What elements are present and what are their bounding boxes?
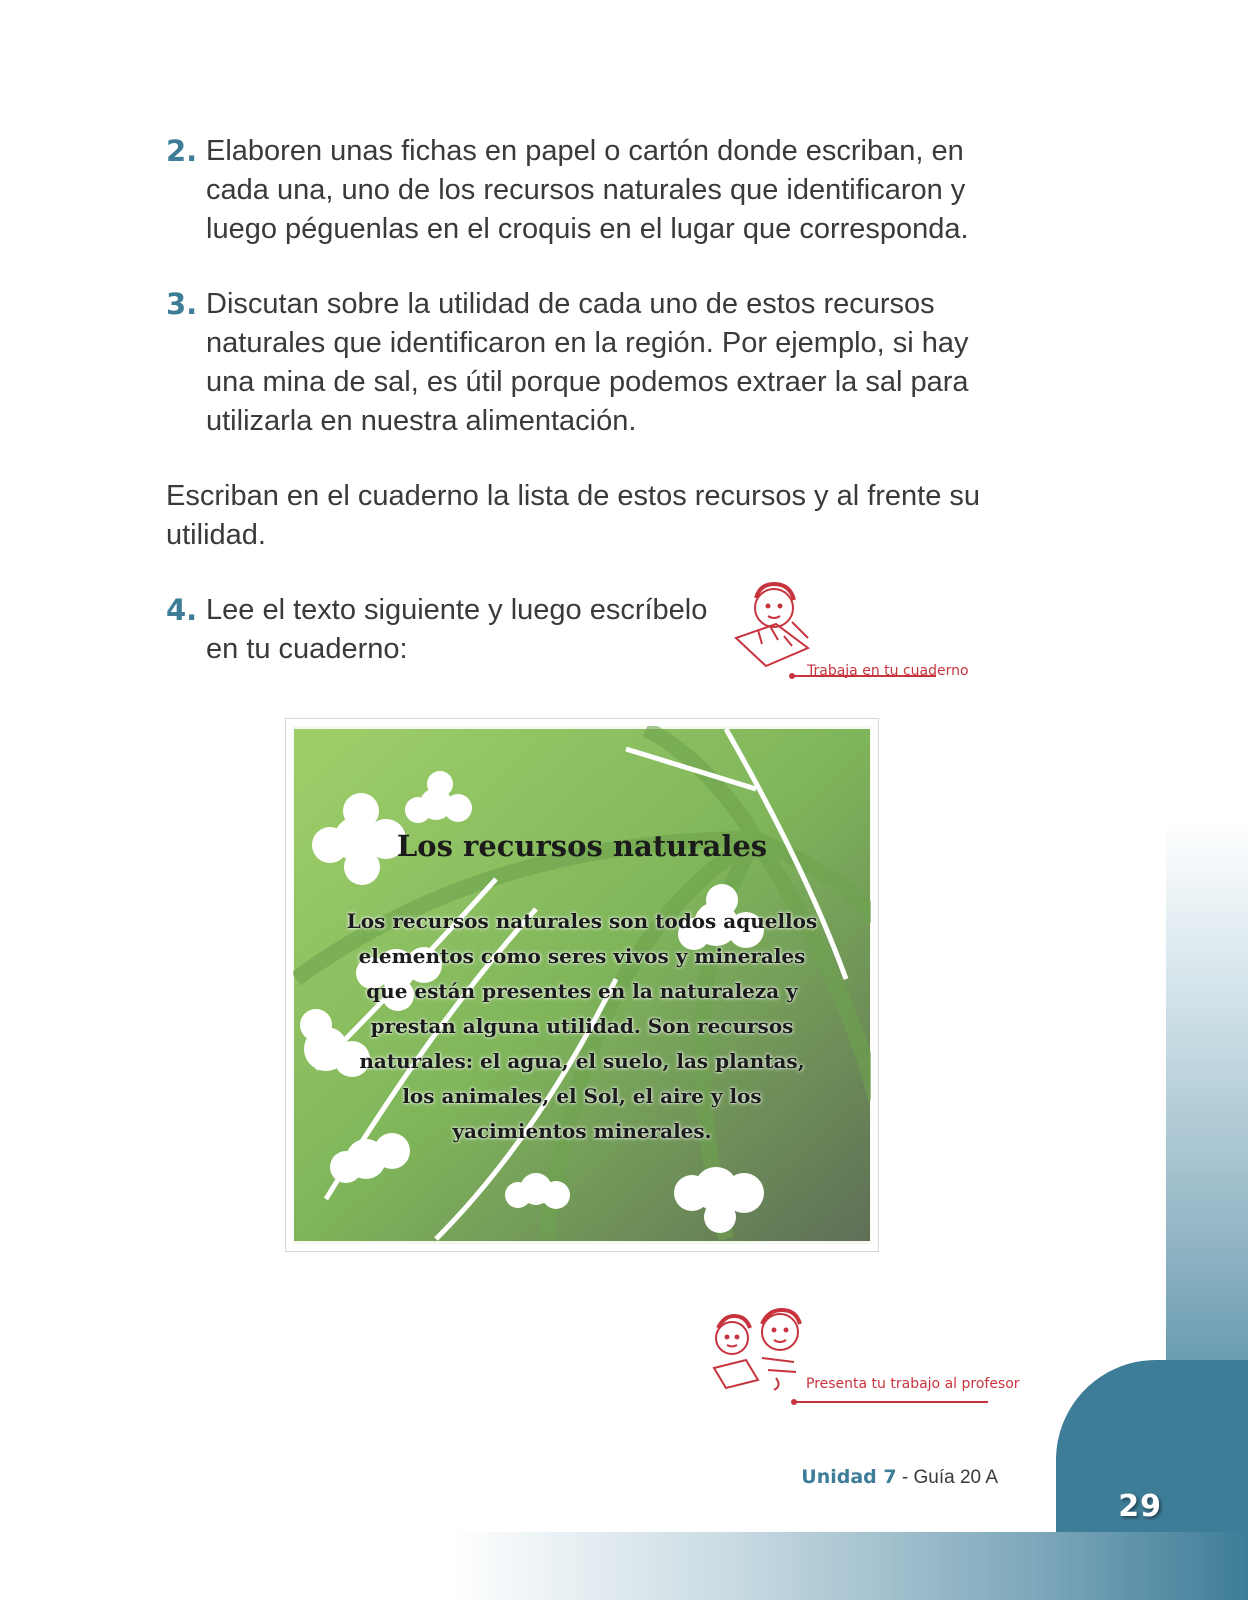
bottom-gradient-band (450, 1532, 1248, 1600)
list-item-2 (166, 132, 996, 249)
footer-guide: Guía 20 A (913, 1467, 998, 1488)
item-number: 3. (166, 287, 198, 321)
notebook-badge-label: Trabaja en tu cuaderno (807, 663, 969, 679)
instruction-paragraph: Escriban en el cuaderno la lista de estos recursos y al frente su utilidad. (166, 480, 981, 551)
notebook-badge (732, 578, 969, 690)
item-text: Lee el texto siguiente y luego escríbelo en tu cuaderno: (206, 594, 708, 665)
item-number: 4. (166, 593, 198, 627)
list-item-4 (166, 591, 746, 669)
page-number: 29 (1118, 1489, 1162, 1524)
box-text: Los recursos naturales son todos aquellos elementos como seres vivos y minerales que están presentes en la naturaleza y prestan alguna utilidad. Son recursos naturales: el agua, el suelo, las plantas, los animales, el Sol, el aire y los yacimientos minerales. (346, 909, 818, 1143)
item-text: Elaboren unas fichas en papel o cartón donde escriban, en cada una, uno de los recursos naturales que identificaron y luego péguenlas en el croquis en el lugar que corresponda. (206, 135, 969, 245)
box-title: Los recursos naturales (396, 829, 768, 863)
item-number: 2. (166, 134, 198, 168)
list-item-3 (166, 285, 996, 441)
footer-unit: Unidad 7 (801, 1466, 897, 1488)
teacher-badge (706, 1308, 1020, 1410)
reading-box (285, 718, 879, 1252)
footer (801, 1466, 998, 1489)
children-presenting-icon (706, 1308, 1006, 1410)
teacher-badge-label: Presenta tu trabajo al profesor (806, 1376, 1020, 1392)
item-text: Discutan sobre la utilidad de cada uno de estos recursos naturales que identificaron en la región. Por ejemplo, si hay una mina de sal, es útil porque podemos extraer la sal para utilizarla en nuestra alimentación. (206, 288, 969, 437)
footer-separator: - (896, 1467, 914, 1488)
